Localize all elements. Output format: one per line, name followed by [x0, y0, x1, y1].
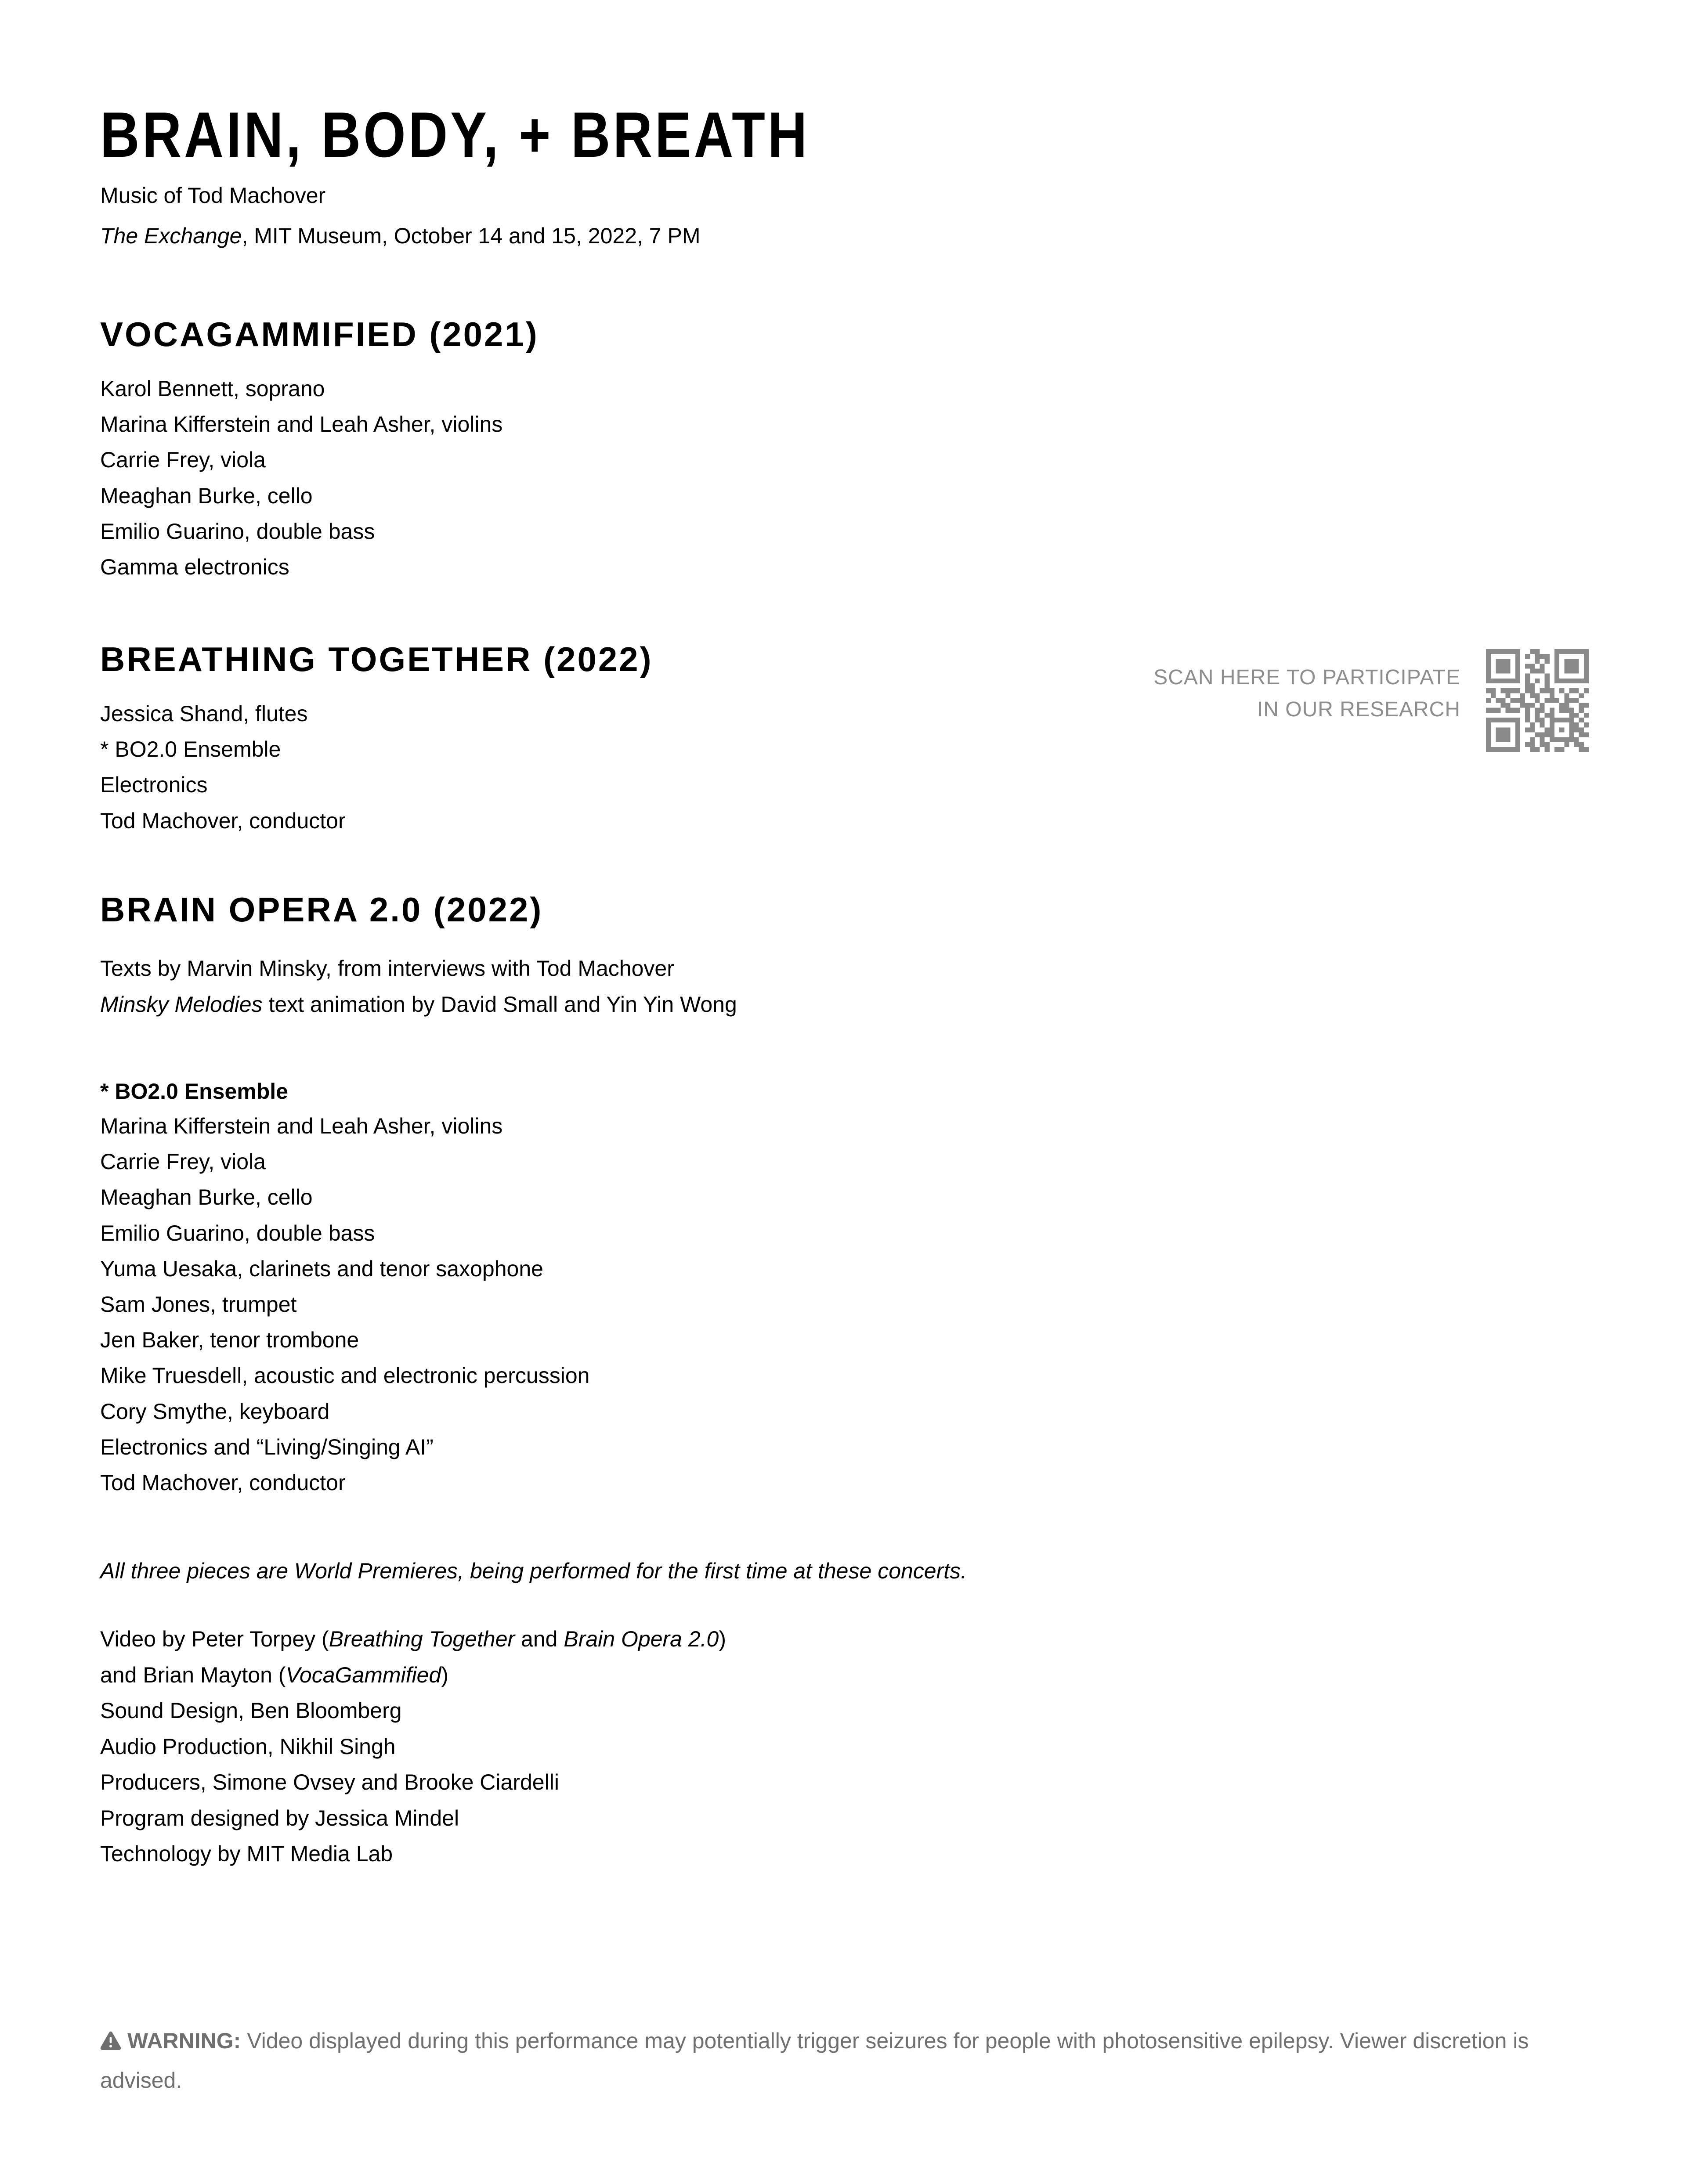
brain-opera-texts-line: Texts by Marvin Minsky, from interviews with Tod Machover: [100, 956, 674, 981]
performer-line: Tod Machover, conductor: [100, 808, 346, 833]
credits-list: [100, 1621, 726, 1872]
research-callout: [1153, 661, 1460, 726]
research-callout-line1: SCAN HERE TO PARTICIPATE: [1153, 666, 1460, 689]
ensemble-member-line: Marina Kifferstein and Leah Asher, violins: [100, 1114, 503, 1138]
performer-line: Gamma electronics: [100, 555, 289, 580]
performer-line: * BO2.0 Ensemble: [100, 737, 281, 762]
section-heading-brain-opera: BRAIN OPERA 2.0 (2022): [100, 890, 543, 929]
brain-opera-description: [100, 950, 737, 1022]
credit-line: Audio Production, Nikhil Singh: [100, 1734, 396, 1759]
ensemble-member-list: [100, 1108, 589, 1501]
section-heading-breathing-together: BREATHING TOGETHER (2022): [100, 640, 653, 679]
byline: Music of Tod Machover: [100, 183, 326, 208]
performer-line: Electronics: [100, 773, 208, 798]
credit-line: Technology by MIT Media Lab: [100, 1841, 393, 1866]
credit-line: and Brian Mayton (VocaGammified): [100, 1662, 448, 1687]
credit-line: Video by Peter Torpey (Breathing Together and Brain Opera 2.0): [100, 1627, 727, 1651]
section-heading-vocagammified: VOCAGAMMIFIED (2021): [100, 315, 539, 354]
performer-line: Marina Kifferstein and Leah Asher, violins: [100, 412, 503, 437]
performer-line: Meaghan Burke, cello: [100, 483, 313, 508]
ensemble-member-line: Cory Smythe, keyboard: [100, 1399, 330, 1424]
ensemble-member-line: Tod Machover, conductor: [100, 1470, 346, 1495]
premiere-note: All three pieces are World Premieres, being performed for the first time at these concerts.: [100, 1559, 967, 1583]
vocagammified-performer-list: [100, 371, 502, 585]
performer-line: Karol Bennett, soprano: [100, 376, 325, 401]
epilepsy-warning: [100, 2022, 1594, 2099]
ensemble-label: * BO2.0 Ensemble: [100, 1079, 288, 1104]
performer-line: Emilio Guarino, double bass: [100, 519, 375, 544]
credit-line: Sound Design, Ben Bloomberg: [100, 1698, 402, 1723]
ensemble-member-line: Carrie Frey, viola: [100, 1149, 266, 1174]
performer-line: Jessica Shand, flutes: [100, 701, 308, 726]
page-title: BRAIN, BODY, + BREATH: [100, 99, 810, 170]
research-callout-line2: IN OUR RESEARCH: [1257, 698, 1460, 721]
ensemble-member-line: Meaghan Burke, cello: [100, 1185, 313, 1210]
event-details: The Exchange, MIT Museum, October 14 and 15, 2022, 7 PM: [100, 224, 701, 248]
ensemble-member-line: Yuma Uesaka, clarinets and tenor saxophone: [100, 1256, 543, 1281]
epilepsy-warning-text: WARNING: Video displayed during this performance may potentially trigger seizures for people with photosensitive epilepsy. Viewer discretion is advised.: [100, 2029, 1529, 2093]
ensemble-member-line: Emilio Guarino, double bass: [100, 1220, 375, 1245]
warning-triangle-icon: [100, 2024, 121, 2061]
credit-line: Program designed by Jessica Mindel: [100, 1805, 459, 1830]
ensemble-member-line: Electronics and “Living/Singing AI”: [100, 1434, 434, 1459]
ensemble-member-line: Sam Jones, trumpet: [100, 1292, 297, 1317]
qr-code: [1486, 649, 1589, 752]
breathing-together-performer-list: [100, 696, 346, 839]
brain-opera-animation-line: Minsky Melodies text animation by David Small and Yin Yin Wong: [100, 992, 737, 1017]
ensemble-member-line: Jen Baker, tenor trombone: [100, 1328, 359, 1353]
performer-line: Carrie Frey, viola: [100, 448, 266, 473]
credit-line: Producers, Simone Ovsey and Brooke Ciardelli: [100, 1770, 559, 1794]
ensemble-member-line: Mike Truesdell, acoustic and electronic percussion: [100, 1363, 590, 1388]
